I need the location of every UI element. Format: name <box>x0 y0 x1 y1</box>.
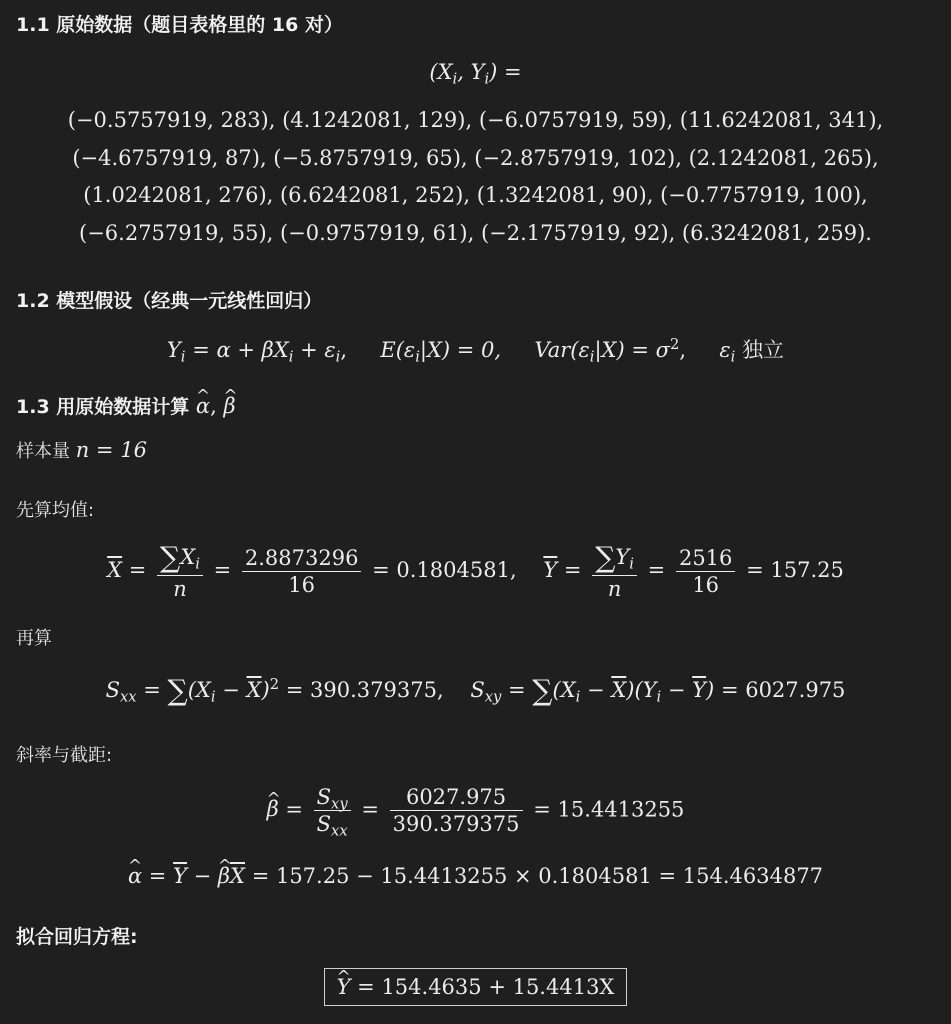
independent-label: 独立 <box>742 338 785 362</box>
fit-equation <box>0 968 951 1006</box>
pairs-line-4: (−6.2757919, 55), (−0.9757919, 61), (−2.1757919, 92), (6.3242081, 259). <box>79 221 872 245</box>
model-equation: $Y_i = \alpha + \beta X_i + \varepsilon_i$, $E(\varepsilon_i|X) = 0$, $Var(\varepsilon_i|X) = \sigma^2$, $\varepsilon_i$ 独立 <box>166 335 785 366</box>
means-intro: 先算均值: <box>16 500 95 521</box>
pairs-line-1: (−0.5757919, 283), (4.1242081, 129), (−6.0757919, 59), (11.6242081, 341), <box>67 108 884 132</box>
section-title-compute: 1.3 用原始数据计算 ^ α, ^ β <box>16 392 236 419</box>
section-title-model: 1.2 模型假设（经典一元线性回归） <box>16 290 323 312</box>
means-equation: $\overline{X}$ = $\frac{\sum X_i}{n}$ = $\frac{2.8873296}{16}$ = 0.1804581, $\overline{Y}$ = $\frac{\sum Y_i}{n}$ = $\frac{2516}{16}$ = 157.25 <box>107 541 844 602</box>
sample-size: 样本量 n = 16 <box>16 438 147 462</box>
sums-equation: $S_{xx} = \sum(X_i - \overline{X})^2 = 390.379375$, $S_{xy} = \sum(X_i - \overline{X})(Y_i - \overline{Y}) = 6027.975$ <box>105 674 846 707</box>
pairs-label: ($X_i$, $Y_i$) = <box>429 60 522 88</box>
fit-title: 拟合回归方程: <box>16 926 138 948</box>
slope-intro: 斜率与截距: <box>16 745 113 766</box>
slope-equation: ^ β = $\frac{S_{xy}}{S_{xx}}$ = $\frac{6027.975}{390.379375}$ = 15.4413255 <box>0 784 951 838</box>
pairs-line-3: (1.0242081, 276), (6.6242081, 252), (1.3242081, 90), (−0.7757919, 100), <box>83 183 868 207</box>
intercept-equation: ^ $\alpha = \overline{Y}$ − ^ $\beta\overline{X} = 157.25 - 15.4413255 \times 0.1804581 = 154.4634877$ <box>0 864 951 888</box>
pairs-line-2: (−4.6757919, 87), (−5.8757919, 65), (−2.8757919, 102), (2.1242081, 265), <box>72 146 879 170</box>
fit-equation-box: ^ Y = 154.4635 + 15.4413X <box>324 968 628 1006</box>
section-title-raw-data: 1.1 原始数据（题目表格里的 16 对） <box>16 14 343 36</box>
then-label: 再算 <box>16 628 52 649</box>
